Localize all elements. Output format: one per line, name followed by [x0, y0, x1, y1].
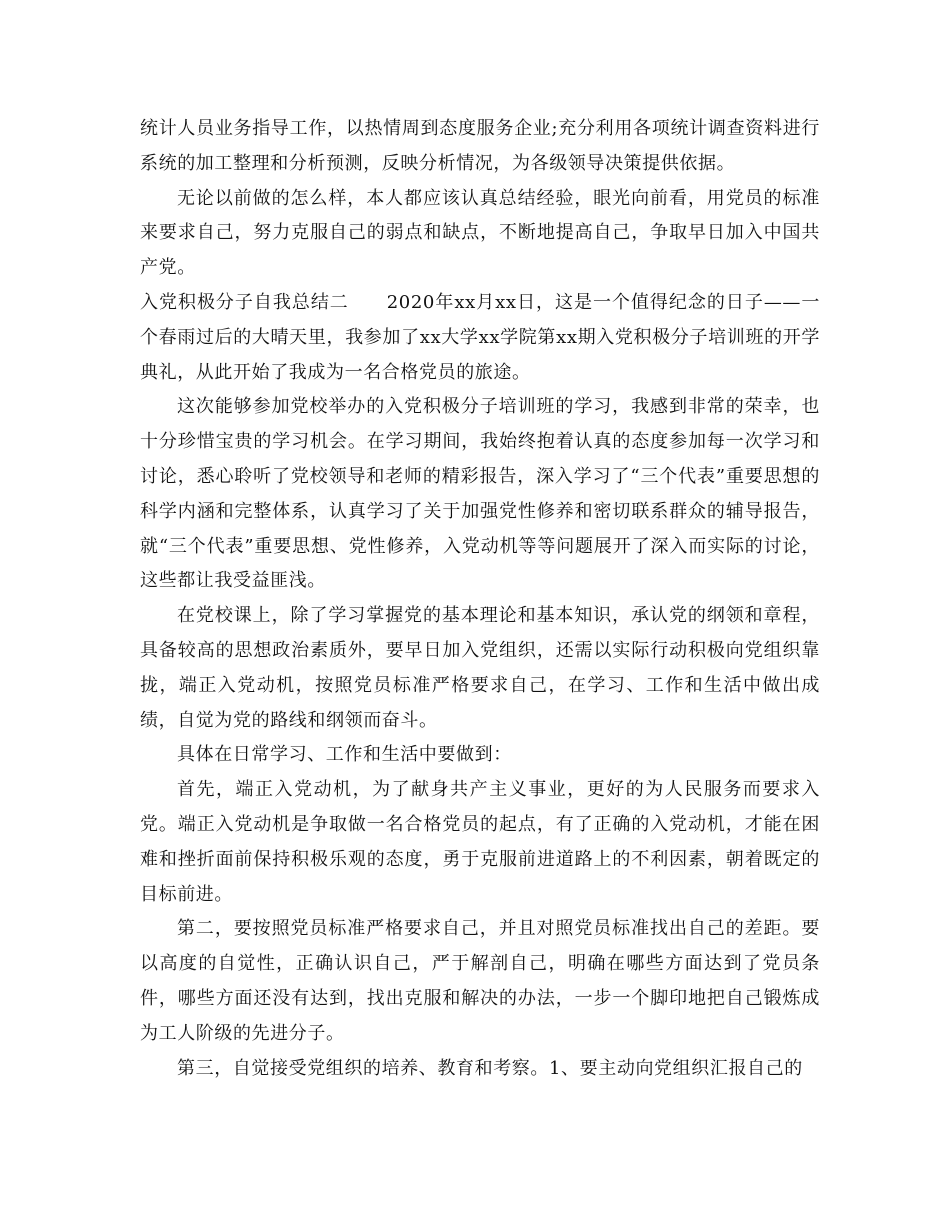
document-body: [140, 112, 820, 1086]
paragraph-first-point: 首先，端正入党动机，为了献身共产主义事业，更好的为人民服务而要求入党。端正入党动机是争取做一名合格党员的起点，有了正确的入党动机，才能在困难和挫折面前保持积极乐观的态度，勇于克服前进道路上的不利因素，朝着既定的目标前进。: [140, 779, 820, 905]
paragraph-training-study: 这次能够参加党校举办的入党积极分子培训班的学习，我感到非常的荣幸，也十分珍惜宝贵的学习机会。在学习期间，我始终抱着认真的态度参加每一次学习和讨论，悉心聆听了党校领导和老师的精彩报告，深入学习了“三个代表”重要思想的科学内涵和完整体系，认真学习了关于加强党性修养和密切联系群众的辅导报告，就“三个代表”重要思想、党性修养，入党动机等等问题展开了深入而实际的讨论，这些都让我受益匪浅。: [140, 396, 820, 592]
paragraph-party-school-class: 在党校课上，除了学习掌握党的基本理论和基本知识，承认党的纲领和章程，具备较高的思想政治素质外，要早日加入党组织，还需以实际行动积极向党组织靠拢，端正入党动机，按照党员标准严格要求自己，在学习、工作和生活中做出成绩，自觉为党的路线和纲领而奋斗。: [140, 605, 820, 731]
paragraph-daily-requirements: 具体在日常学习、工作和生活中要做到：: [177, 744, 512, 766]
paragraph-summary-two-intro: 入党积极分子自我总结二 2020年xx月xx日，这是一个值得纪念的日子——一个春雨过后的大晴天里，我参加了xx大学xx学院第xx期入党积极分子培训班的开学典礼，从此开始了我成为一名合格党员的旅途。: [140, 291, 820, 383]
paragraph-second-point: 第二，要按照党员标准严格要求自己，并且对照党员标准找出自己的差距。要以高度的自觉性，正确认识自己，严于解剖自己，明确在哪些方面达到了党员条件，哪些方面还没有达到，找出克服和解决的办法，一步一个脚印地把自己锻炼成为工人阶级的先进分子。: [140, 918, 820, 1044]
paragraph-third-point: 第三，自觉接受党组织的培养、教育和考察。1、要主动向党组织汇报自己的: [177, 1057, 803, 1079]
paragraph-statistics-work: 统计人员业务指导工作，以热情周到态度服务企业;充分利用各项统计调查资料进行系统的加工整理和分析预测，反映分析情况，为各级领导决策提供依据。: [140, 118, 820, 174]
paragraph-self-requirement: 无论以前做的怎么样，本人都应该认真总结经验，眼光向前看，用党员的标准来要求自己，努力克服自己的弱点和缺点，不断地提高自己，争取早日加入中国共产党。: [140, 187, 820, 279]
